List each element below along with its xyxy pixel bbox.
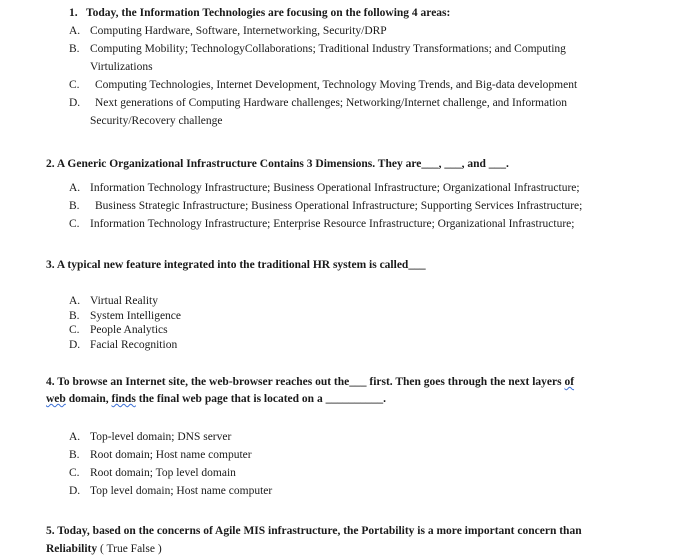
question-1-option-d: D. Next generations of Computing Hardware challenges; Networking/Internet challenge, and Information [69,97,567,109]
question-2-option-a: A. Information Technology Infrastructure; Business Operational Infrastructure; Organizational Infrastructure; [69,182,580,194]
question-4-option-b: B. Root domain; Host name computer [69,449,252,461]
question-1-option-d-continuation: Security/Recovery challenge [90,115,223,127]
spellcheck-word-web: web [46,393,66,405]
spellcheck-word-of: of [564,376,575,388]
question-3-option-b: B. System Intelligence [69,310,182,322]
question-4-stem-line-1: 4. To browse an Internet site, the web-browser reaches out the___ first. Then goes through the next layers of [46,376,575,388]
question-1-option-b-continuation: Virtulizations [90,61,153,73]
question-1-option-c: C. Computing Technologies, Internet Development, Technology Moving Trends, and Big-data development [69,79,578,91]
question-1-text: Today, the Information Technologies are focusing on the following 4 areas: [86,7,451,19]
question-2-option-c: C. Information Technology Infrastructure; Enterprise Resource Infrastructure; Organizational Infrastructure; [69,218,575,230]
question-4-option-d: D. Top level domain; Host name computer [69,485,273,497]
question-2-option-b: B. Business Strategic Infrastructure; Business Operational Infrastructure; Supporting Services Infrastructure; [69,200,583,212]
spellcheck-word-finds: finds [111,393,136,405]
question-1-number: 1. [69,7,78,19]
question-1-option-a: A. Computing Hardware, Software, Internetworking, Security/DRP [69,25,387,37]
question-4-stem-line-2: web domain, finds the final web page that is located on a __________. [46,393,386,405]
question-3-option-a: A. Virtual Reality [69,295,158,307]
true-false-choices: ( True False ) [97,543,162,555]
question-3-option-d: D. Facial Recognition [69,339,178,351]
question-1-stem [69,4,450,22]
question-3-stem: 3. A typical new feature integrated into the traditional HR system is called___ [46,259,426,271]
question-4-option-a: A. Top-level domain; DNS server [69,431,232,443]
question-2-stem: 2. A Generic Organizational Infrastructure Contains 3 Dimensions. They are___, ___, and ___. [46,158,509,170]
question-1-option-b: B. Computing Mobility; TechnologyCollaborations; Traditional Industry Transformations; and Computing [69,43,566,55]
question-3-option-c: C. People Analytics [69,324,168,336]
question-4-option-c: C. Root domain; Top level domain [69,467,236,479]
question-5-stem-line-2: Reliability ( True False ) [46,543,162,555]
question-5-stem-line-1: 5. Today, based on the concerns of Agile MIS infrastructure, the Portability is a more important concern than [46,525,582,537]
